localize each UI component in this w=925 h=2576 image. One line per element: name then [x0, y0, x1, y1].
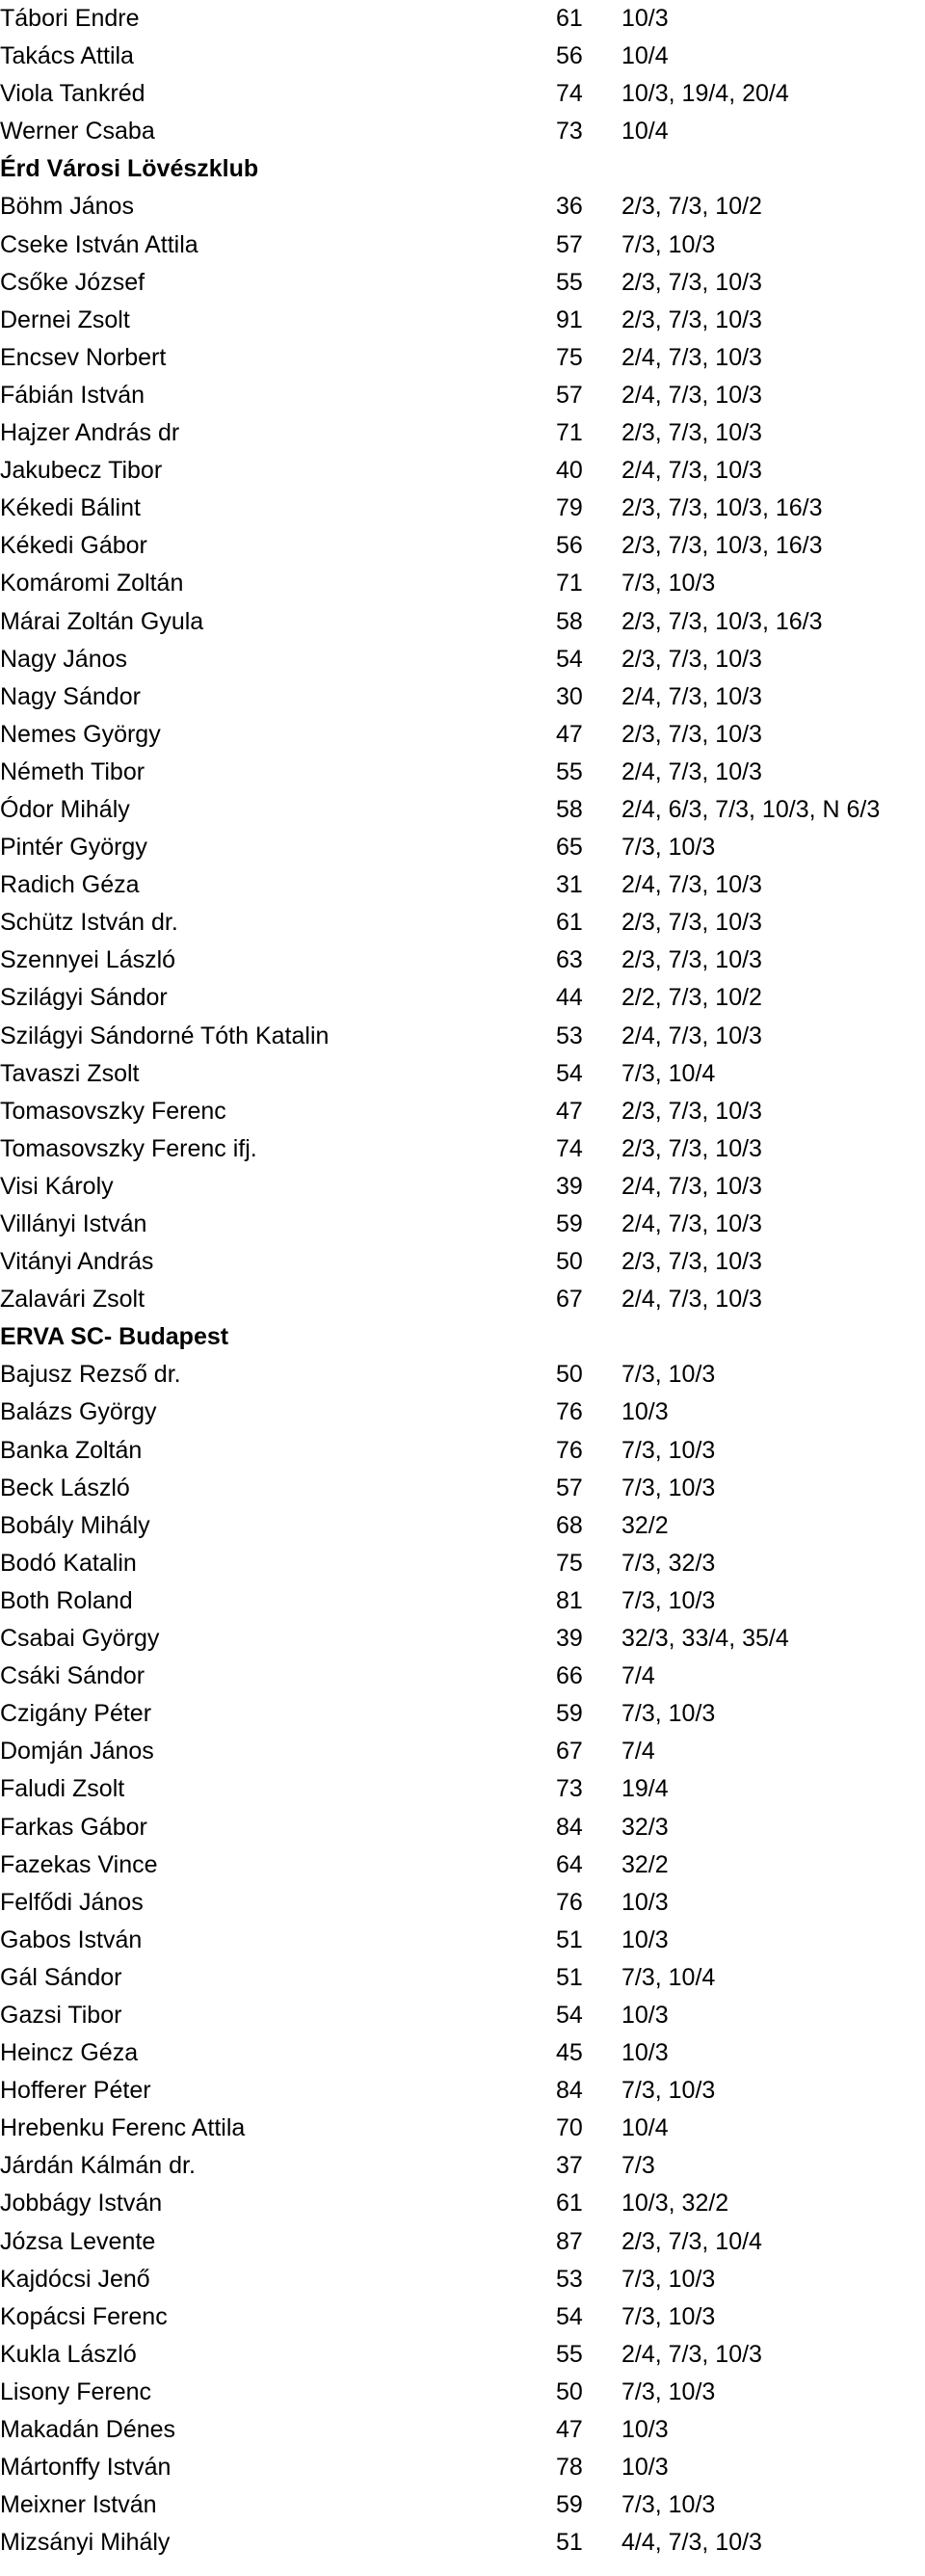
competitor-name: Szilágyi Sándorné Tóth Katalin: [0, 1022, 330, 1049]
competitor-row: [0, 1243, 925, 1281]
club-header: [0, 1318, 925, 1356]
competitor-events: 10/3: [621, 1888, 669, 1916]
competitor-events: 10/3, 32/2: [621, 2190, 729, 2217]
competitor-row: [0, 75, 925, 113]
competitor-row: [0, 38, 925, 75]
competitor-age: 53: [556, 2265, 583, 2293]
competitor-name: Gál Sándor: [0, 1963, 122, 1991]
competitor-events: 7/3, 10/3: [621, 1474, 716, 1501]
competitor-row: [0, 754, 925, 791]
competitor-age: 47: [556, 1097, 583, 1125]
competitor-row: [0, 1658, 925, 1695]
competitor-name: Vitányi András: [0, 1248, 154, 1276]
competitor-name: Banka Zoltán: [0, 1436, 143, 1464]
competitor-age: 71: [556, 419, 583, 447]
competitor-name: Takács Attila: [0, 42, 134, 70]
competitor-events: 7/3, 10/3: [621, 2491, 716, 2519]
competitor-age: 74: [556, 80, 583, 108]
competitor-events: 2/3, 7/3, 10/4: [621, 2227, 762, 2255]
competitor-name: Czigány Péter: [0, 1700, 152, 1728]
competitor-row: [0, 2486, 925, 2524]
competitor-age: 87: [556, 2227, 583, 2255]
competitor-name: Both Roland: [0, 1586, 133, 1614]
competitor-age: 59: [556, 1700, 583, 1728]
competitor-age: 75: [556, 1549, 583, 1577]
competitor-age: 61: [556, 909, 583, 937]
competitor-events: 2/3, 7/3, 10/3: [621, 419, 762, 447]
competitor-name: Tomasovszky Ferenc ifj.: [0, 1134, 257, 1162]
competitor-events: 2/3, 7/3, 10/3: [621, 909, 762, 937]
competitor-events: 2/3, 7/3, 10/3, 16/3: [621, 494, 823, 522]
competitor-age: 50: [556, 1248, 583, 1276]
competitor-name: Ódor Mihály: [0, 795, 130, 823]
competitor-age: 58: [556, 607, 583, 635]
competitor-age: 55: [556, 2340, 583, 2368]
competitor-events: 7/3, 10/3: [621, 570, 716, 598]
competitor-name: Nagy Sándor: [0, 682, 141, 710]
competitor-name: Radich Géza: [0, 871, 140, 899]
competitor-name: Nemes György: [0, 720, 161, 748]
competitor-events: 2/4, 7/3, 10/3: [621, 1210, 762, 1237]
competitor-events: 2/4, 7/3, 10/3: [621, 1172, 762, 1200]
competitor-name: Szennyei László: [0, 946, 176, 974]
competitor-name: Bajusz Rezső dr.: [0, 1361, 181, 1389]
competitor-row: [0, 188, 925, 226]
competitor-events: 10/3: [621, 2001, 669, 2029]
competitor-row: [0, 1394, 925, 1431]
competitor-row: [0, 527, 925, 565]
competitor-age: 67: [556, 1738, 583, 1766]
competitor-age: 84: [556, 1813, 583, 1841]
competitor-age: 68: [556, 1511, 583, 1539]
competitor-events: 7/4: [621, 1662, 655, 1690]
competitor-events: 2/4, 7/3, 10/3: [621, 757, 762, 785]
competitor-name: Meixner István: [0, 2491, 157, 2519]
competitor-row: [0, 1809, 925, 1846]
competitor-row: [0, 1695, 925, 1733]
competitor-events: 2/3, 7/3, 10/2: [621, 193, 762, 221]
competitor-row: [0, 339, 925, 377]
competitor-row: [0, 1432, 925, 1470]
competitor-events: 7/3, 10/3: [621, 834, 716, 862]
competitor-name: Hrebenku Ferenc Attila: [0, 2114, 246, 2142]
competitor-row: [0, 2185, 925, 2222]
competitor-events: 7/3, 10/3: [621, 2377, 716, 2405]
competitor-age: 56: [556, 532, 583, 560]
competitor-name: Jobbágy István: [0, 2190, 163, 2217]
competitor-age: 61: [556, 2190, 583, 2217]
competitor-events: 32/2: [621, 1850, 669, 1878]
competitor-age: 54: [556, 645, 583, 673]
competitor-events: 10/4: [621, 2114, 669, 2142]
competitor-name: Kékedi Bálint: [0, 494, 141, 522]
competitor-name: Tomasovszky Ferenc: [0, 1097, 226, 1125]
competitor-name: Heincz Géza: [0, 2039, 139, 2067]
competitor-row: [0, 2336, 925, 2374]
competitor-events: 2/3, 7/3, 10/3: [621, 268, 762, 296]
competitor-name: Visi Károly: [0, 1172, 114, 1200]
competitor-row: [0, 678, 925, 716]
competitor-row: [0, 716, 925, 754]
competitor-name: Járdán Kálmán dr.: [0, 2152, 196, 2180]
competitor-age: 54: [556, 2001, 583, 2029]
competitor-age: 61: [556, 5, 583, 32]
competitor-row: [0, 2223, 925, 2261]
competitor-age: 65: [556, 834, 583, 862]
competitor-events: 7/3, 10/4: [621, 1963, 716, 1991]
competitor-name: Cseke István Attila: [0, 230, 198, 258]
competitor-events: 2/4, 7/3, 10/3: [621, 682, 762, 710]
competitor-age: 39: [556, 1172, 583, 1200]
competitor-row: [0, 2072, 925, 2110]
competitor-events: 2/3, 7/3, 10/3: [621, 1097, 762, 1125]
competitor-age: 55: [556, 757, 583, 785]
competitor-row: [0, 452, 925, 490]
competitor-name: Felfődi János: [0, 1888, 144, 1916]
competitor-row: [0, 2261, 925, 2298]
competitor-row: [0, 490, 925, 527]
competitor-name: Beck László: [0, 1474, 130, 1501]
competitor-row: [0, 1507, 925, 1545]
competitor-name: Tábori Endre: [0, 5, 140, 32]
competitor-age: 58: [556, 795, 583, 823]
competitor-events: 32/3: [621, 1813, 669, 1841]
competitor-name: Kopácsi Ferenc: [0, 2302, 168, 2330]
competitor-events: 10/3: [621, 2416, 669, 2443]
competitor-name: Zalavári Zsolt: [0, 1286, 145, 1314]
competitor-age: 50: [556, 1361, 583, 1389]
competitor-row: [0, 1168, 925, 1206]
competitor-row: [0, 2298, 925, 2336]
competitor-row: [0, 2449, 925, 2486]
competitor-events: 10/3: [621, 2039, 669, 2067]
competitor-age: 78: [556, 2454, 583, 2482]
competitor-age: 67: [556, 1286, 583, 1314]
competitor-events: 10/3: [621, 2454, 669, 2482]
competitor-name: Villányi István: [0, 1210, 147, 1237]
competitor-row: [0, 1470, 925, 1507]
competitor-name: Kékedi Gábor: [0, 532, 147, 560]
competitor-name: Fazekas Vince: [0, 1850, 158, 1878]
competitor-row: [0, 1922, 925, 1959]
competitor-age: 36: [556, 193, 583, 221]
competitor-age: 55: [556, 268, 583, 296]
competitor-row: [0, 1055, 925, 1093]
competitor-row: [0, 942, 925, 979]
competitor-name: Nagy János: [0, 645, 128, 673]
competitor-row: [0, 904, 925, 942]
competitor-events: 10/3, 19/4, 20/4: [621, 80, 789, 108]
competitor-row: [0, 113, 925, 150]
competitor-name: Pintér György: [0, 834, 147, 862]
competitor-row: [0, 414, 925, 452]
competitor-events: 7/3, 10/3: [621, 2265, 716, 2293]
competitor-age: 74: [556, 1134, 583, 1162]
competitor-age: 57: [556, 1474, 583, 1501]
competitor-age: 59: [556, 2491, 583, 2519]
competitor-row: [0, 1545, 925, 1582]
competitor-row: [0, 1620, 925, 1658]
competitor-name: Faludi Zsolt: [0, 1775, 125, 1803]
competitor-name: Márai Zoltán Gyula: [0, 607, 204, 635]
competitor-events: 10/3: [621, 5, 669, 32]
competitor-events: 2/3, 7/3, 10/3: [621, 305, 762, 333]
competitor-name: Németh Tibor: [0, 757, 145, 785]
competitor-age: 50: [556, 2377, 583, 2405]
competitor-name: Fábián István: [0, 381, 145, 409]
competitor-events: 2/3, 7/3, 10/3: [621, 1134, 762, 1162]
competitor-name: Schütz István dr.: [0, 909, 178, 937]
competitor-age: 31: [556, 871, 583, 899]
competitor-events: 2/3, 7/3, 10/3: [621, 645, 762, 673]
competitor-row: [0, 0, 925, 38]
competitor-age: 54: [556, 2302, 583, 2330]
competitor-age: 75: [556, 343, 583, 371]
competitor-row: [0, 1733, 925, 1770]
competitor-name: Balázs György: [0, 1398, 157, 1426]
competitor-events: 2/4, 7/3, 10/3: [621, 1286, 762, 1314]
competitor-row: [0, 1959, 925, 1997]
competitor-name: Farkas Gábor: [0, 1813, 147, 1841]
competitor-age: 54: [556, 1059, 583, 1087]
competitor-row: [0, 1884, 925, 1922]
competitor-age: 56: [556, 42, 583, 70]
competitor-name: Encsev Norbert: [0, 343, 167, 371]
competitor-row: [0, 2110, 925, 2147]
competitor-age: 51: [556, 2529, 583, 2557]
club-name: Érd Városi Lövészklub: [0, 155, 259, 183]
competitor-age: 76: [556, 1398, 583, 1426]
competitor-age: 44: [556, 984, 583, 1012]
competitor-events: 2/4, 7/3, 10/3: [621, 1022, 762, 1049]
competitor-events: 4/4, 7/3, 10/3: [621, 2529, 762, 2557]
competitor-name: Gabos István: [0, 1925, 143, 1953]
competitor-age: 79: [556, 494, 583, 522]
competitor-age: 64: [556, 1850, 583, 1878]
competitor-events: 2/3, 7/3, 10/3, 16/3: [621, 532, 823, 560]
competitor-events: 2/4, 7/3, 10/3: [621, 2340, 762, 2368]
competitor-row: [0, 866, 925, 904]
competitor-events: 7/3, 10/3: [621, 1586, 716, 1614]
competitor-name: Mizsányi Mihály: [0, 2529, 171, 2557]
competitor-name: Bobály Mihály: [0, 1511, 150, 1539]
competitor-row: [0, 1356, 925, 1394]
competitor-name: Viola Tankréd: [0, 80, 145, 108]
competitor-events: 2/4, 6/3, 7/3, 10/3, N 6/3: [621, 795, 881, 823]
competitor-name: Bodó Katalin: [0, 1549, 137, 1577]
club-name: ERVA SC- Budapest: [0, 1323, 229, 1351]
competitor-row: [0, 264, 925, 302]
competitor-age: 53: [556, 1022, 583, 1049]
competitor-name: Szilágyi Sándor: [0, 984, 168, 1012]
competitor-events: 7/3, 10/3: [621, 2077, 716, 2105]
competitor-age: 40: [556, 457, 583, 485]
competitor-events: 10/3: [621, 1398, 669, 1426]
competitor-events: 2/3, 7/3, 10/3, 16/3: [621, 607, 823, 635]
competitor-age: 57: [556, 230, 583, 258]
competitor-events: 7/3, 10/3: [621, 1436, 716, 1464]
competitor-row: [0, 979, 925, 1017]
competitor-row: [0, 1130, 925, 1168]
competitor-events: 2/2, 7/3, 10/2: [621, 984, 762, 1012]
competitor-name: Dernei Zsolt: [0, 305, 130, 333]
competitor-row: [0, 1206, 925, 1243]
competitor-name: Lisony Ferenc: [0, 2377, 152, 2405]
competitor-row: [0, 791, 925, 829]
competitor-events: 7/3, 10/3: [621, 1361, 716, 1389]
competitor-events: 2/3, 7/3, 10/3: [621, 946, 762, 974]
competitor-events: 7/3: [621, 2152, 655, 2180]
competitor-age: 37: [556, 2152, 583, 2180]
competitor-row: [0, 1093, 925, 1130]
competitor-name: Komáromi Zoltán: [0, 570, 184, 598]
competitor-row: [0, 1770, 925, 1808]
competitor-events: 2/3, 7/3, 10/3: [621, 720, 762, 748]
club-header: [0, 150, 925, 188]
competitor-age: 81: [556, 1586, 583, 1614]
competitor-events: 2/4, 7/3, 10/3: [621, 381, 762, 409]
competitor-events: 2/4, 7/3, 10/3: [621, 457, 762, 485]
competitor-name: Domján János: [0, 1738, 154, 1766]
competitor-events: 10/3: [621, 1925, 669, 1953]
competitor-events: 7/4: [621, 1738, 655, 1766]
competitor-age: 45: [556, 2039, 583, 2067]
competitor-age: 76: [556, 1888, 583, 1916]
competitor-name: Mártonffy István: [0, 2454, 172, 2482]
competitor-age: 59: [556, 1210, 583, 1237]
competitor-row: [0, 829, 925, 866]
competitor-events: 7/3, 32/3: [621, 1549, 716, 1577]
competitor-name: Werner Csaba: [0, 118, 155, 146]
competitor-age: 30: [556, 682, 583, 710]
competitor-name: Gazsi Tibor: [0, 2001, 122, 2029]
competitor-name: Csáki Sándor: [0, 1662, 145, 1690]
competitor-events: 7/3, 10/4: [621, 1059, 716, 1087]
competitor-age: 76: [556, 1436, 583, 1464]
competitor-events: 7/3, 10/3: [621, 230, 716, 258]
competitor-row: [0, 1997, 925, 2034]
competitor-events: 19/4: [621, 1775, 669, 1803]
competitor-age: 57: [556, 381, 583, 409]
competitor-events: 2/3, 7/3, 10/3: [621, 1248, 762, 1276]
competitor-events: 10/4: [621, 118, 669, 146]
competitor-age: 71: [556, 570, 583, 598]
competitor-events: 2/4, 7/3, 10/3: [621, 343, 762, 371]
competitor-row: [0, 377, 925, 414]
competitor-age: 51: [556, 1925, 583, 1953]
competitor-name: Hajzer András dr: [0, 419, 180, 447]
competitor-name: Tavaszi Zsolt: [0, 1059, 140, 1087]
competitor-age: 73: [556, 118, 583, 146]
competitor-name: Makadán Dénes: [0, 2416, 176, 2443]
competitor-age: 84: [556, 2077, 583, 2105]
competitor-age: 63: [556, 946, 583, 974]
competitor-events: 2/4, 7/3, 10/3: [621, 871, 762, 899]
competitor-name: Józsa Levente: [0, 2227, 156, 2255]
competitor-age: 47: [556, 2416, 583, 2443]
competitor-age: 51: [556, 1963, 583, 1991]
competitor-row: [0, 565, 925, 602]
competitor-events: 32/3, 33/4, 35/4: [621, 1625, 789, 1653]
competitor-row: [0, 2147, 925, 2185]
competitor-name: Kukla László: [0, 2340, 137, 2368]
competitor-row: [0, 641, 925, 678]
competitor-row: [0, 1582, 925, 1620]
competitor-name: Kajdócsi Jenő: [0, 2265, 150, 2293]
competitor-name: Jakubecz Tibor: [0, 457, 163, 485]
competitor-row: [0, 1846, 925, 1884]
competitor-row: [0, 603, 925, 641]
competitor-age: 70: [556, 2114, 583, 2142]
competitor-age: 91: [556, 305, 583, 333]
competitor-row: [0, 2374, 925, 2411]
competitor-row: [0, 2411, 925, 2449]
competitor-name: Csőke József: [0, 268, 145, 296]
competitor-row: [0, 1018, 925, 1055]
competitor-row: [0, 226, 925, 264]
competitor-row: [0, 2524, 925, 2562]
competitor-age: 47: [556, 720, 583, 748]
competitor-events: 10/4: [621, 42, 669, 70]
competitor-age: 73: [556, 1775, 583, 1803]
competitor-row: [0, 2034, 925, 2072]
competitor-events: 7/3, 10/3: [621, 1700, 716, 1728]
competitor-age: 66: [556, 1662, 583, 1690]
competitor-row: [0, 302, 925, 339]
competitor-events: 7/3, 10/3: [621, 2302, 716, 2330]
competitor-name: Böhm János: [0, 193, 134, 221]
competitor-events: 32/2: [621, 1511, 669, 1539]
competitor-age: 39: [556, 1625, 583, 1653]
competitor-row: [0, 1281, 925, 1318]
competitor-name: Hofferer Péter: [0, 2077, 151, 2105]
competitor-name: Csabai György: [0, 1625, 160, 1653]
